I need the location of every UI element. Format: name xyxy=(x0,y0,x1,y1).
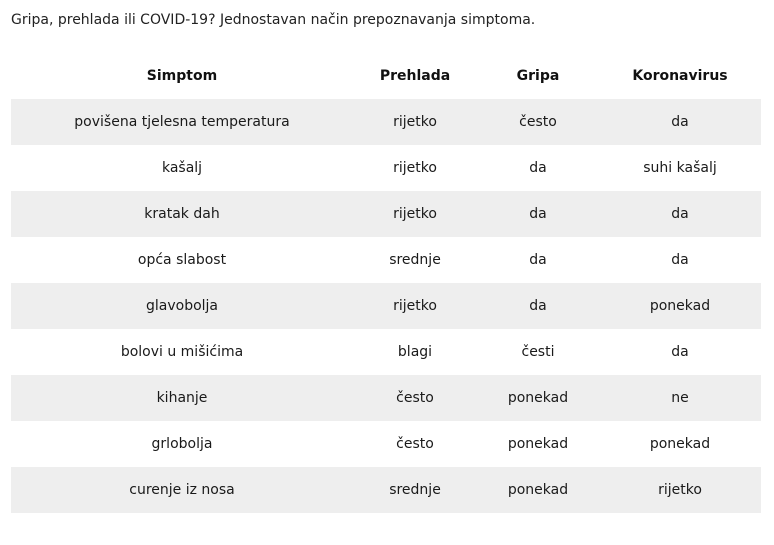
cell-symptom: kratak dah xyxy=(11,191,353,237)
cell-symptom: glavobolja xyxy=(11,283,353,329)
cell-coronavirus: rijetko xyxy=(599,467,761,513)
cell-flu: da xyxy=(477,237,599,283)
header-coronavirus: Koronavirus xyxy=(632,68,728,84)
cell-cold: često xyxy=(353,421,477,467)
table-row xyxy=(11,421,761,467)
table-header xyxy=(11,53,761,99)
cell-coronavirus: da xyxy=(599,99,761,145)
cell-symptom: kašalj xyxy=(11,145,353,191)
cell-cold: rijetko xyxy=(353,191,477,237)
cell-coronavirus: da xyxy=(599,237,761,283)
cell-cold: blagi xyxy=(353,329,477,375)
cell-flu: da xyxy=(477,145,599,191)
header-row xyxy=(11,53,761,99)
symptoms-table xyxy=(11,53,761,513)
cell-flu: ponekad xyxy=(477,421,599,467)
table-row xyxy=(11,467,761,513)
cell-coronavirus: da xyxy=(599,329,761,375)
table-caption: Gripa, prehlada ili COVID-19? Jednostavan način prepoznavanja simptoma. xyxy=(11,12,536,28)
cell-symptom: bolovi u mišićima xyxy=(11,329,353,375)
cell-cold: srednje xyxy=(353,237,477,283)
table-row xyxy=(11,375,761,421)
header-cold: Prehlada xyxy=(379,68,451,84)
cell-cold: rijetko xyxy=(353,145,477,191)
cell-symptom: grlobolja xyxy=(11,421,353,467)
cell-cold: često xyxy=(353,375,477,421)
cell-flu: česti xyxy=(477,329,599,375)
cell-coronavirus: ne xyxy=(599,375,761,421)
cell-flu: da xyxy=(477,191,599,237)
cell-symptom: opća slabost xyxy=(11,237,353,283)
table-row xyxy=(11,329,761,375)
cell-flu: ponekad xyxy=(477,375,599,421)
table-body xyxy=(11,99,761,513)
cell-coronavirus: suhi kašalj xyxy=(599,145,761,191)
cell-cold: rijetko xyxy=(353,283,477,329)
cell-symptom: kihanje xyxy=(11,375,353,421)
cell-flu: često xyxy=(477,99,599,145)
table-row xyxy=(11,191,761,237)
cell-symptom: povišena tjelesna temperatura xyxy=(11,99,353,145)
header-symptom: Simptom xyxy=(146,68,218,84)
table-row xyxy=(11,237,761,283)
table-row xyxy=(11,283,761,329)
cell-coronavirus: ponekad xyxy=(599,283,761,329)
header-flu: Gripa xyxy=(516,68,560,84)
cell-coronavirus: ponekad xyxy=(599,421,761,467)
table-row xyxy=(11,145,761,191)
cell-coronavirus: da xyxy=(599,191,761,237)
cell-flu: da xyxy=(477,283,599,329)
cell-flu: ponekad xyxy=(477,467,599,513)
table-row xyxy=(11,99,761,145)
cell-symptom: curenje iz nosa xyxy=(11,467,353,513)
cell-cold: srednje xyxy=(353,467,477,513)
cell-cold: rijetko xyxy=(353,99,477,145)
